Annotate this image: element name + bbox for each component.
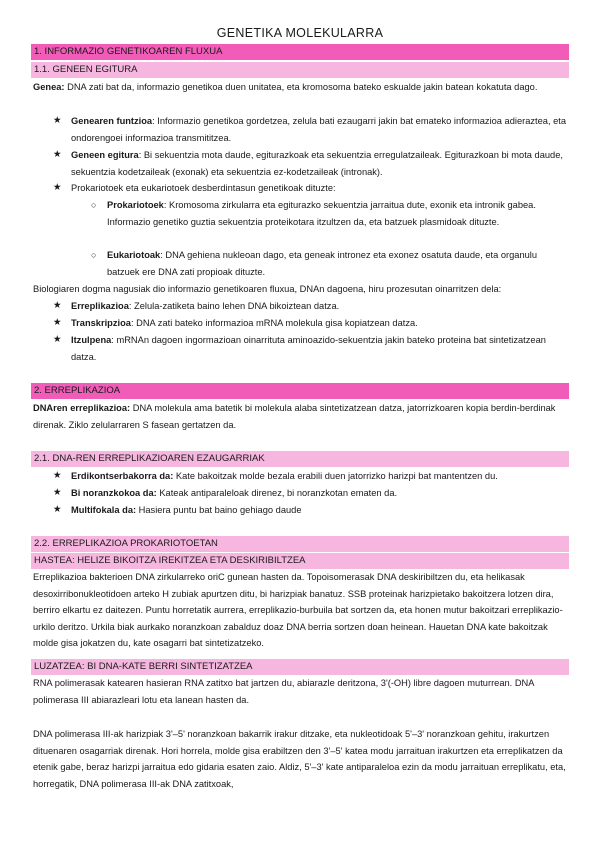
gene-definition <box>33 79 573 96</box>
replication-definition <box>33 400 573 433</box>
bullet-semiconservative <box>71 468 571 485</box>
bullet-text: : Bi sekuentzia mota daude, egiturazkoak eta sekuentzia erregulatzaileak. Egiturazkoan bi mota daude, sekuentzia kodetzaileak (exonak) eta sekuentzia ez-kodetzaileak (intronak). <box>71 150 563 177</box>
bullet-term: Geneen egitura <box>71 150 139 160</box>
bullet-term: Transkripzioa <box>71 318 131 328</box>
bullet-term: Prokariotoek <box>107 200 164 210</box>
subsection-heading-1-1: 1.1. GENEEN EGITURA <box>31 62 569 78</box>
sub-bullet-prokaryotes <box>107 197 572 230</box>
bullet-bidirectional <box>71 485 571 502</box>
star-bullet-icon: ★ <box>53 470 62 481</box>
hastea-paragraph: Erreplikazioa bakterioen DNA zirkularreko oriC gunean hasten da. Topoisomerasak DNA deskiribiltzen du, eta helikasak desoxirribonukleotidoen arteko H zubiak apurtzen ditu, bi harizpiak banatuz. SSB proteinak harizpietako bakoitzera lotzen dira, berriro elkartu ez daitezen. Puntu horretatik aurrera, erreplikazio-burbuila bat sortzen da, eta honen mutur bakoitzari erreplikazio-urkilo deritzo. Urkila biak aurkako noranzkoan zabalduz doaz DNA berria sortzen doan heinean. Hauetan DNA kate bakoitzak molde gisa jokatzen du, kate osagarri bat sintetizatzeko. <box>33 572 563 649</box>
heading-luzatzea: LUZATZEA: BI DNA-KATE BERRI SINTETIZATZEA <box>31 659 569 675</box>
star-bullet-icon: ★ <box>53 334 62 345</box>
bullet-text: Hasiera puntu bat baino gehiago daude <box>136 505 302 515</box>
bullet-pro-euk: Prokariotoek eta eukariotoek desberdintasun genetikoak dituzte: <box>71 183 336 193</box>
bullet-text: : Informazio genetikoa gordetzea, zelula bati ezaugarri jakin bat emateko informazioa adieraztea, eta ondorengoei informazioa transmititzea. <box>71 116 567 143</box>
bullet-transcription <box>71 315 571 332</box>
star-bullet-icon: ★ <box>53 317 62 328</box>
subsection-heading-2-2: 2.2. ERREPLIKAZIOA PROKARIOTOETAN <box>31 536 569 552</box>
subsection-heading-2-1: 2.1. DNA-REN ERREPLIKAZIOAREN EZAUGARRIAK <box>31 451 569 467</box>
bullet-term: Genearen funtzioa <box>71 116 153 126</box>
luzatzea-paragraph-1: RNA polimerasak katearen hasieran RNA zatitxo bat jartzen du, abiarazle deritzona, 3'(-OH) libre dagoen muturrean. DNA polimerasa III abiarazleari lotu eta lanean hasten da. <box>33 678 534 705</box>
star-bullet-icon: ★ <box>53 115 62 126</box>
bullet-gene-function <box>71 113 571 146</box>
bullet-text: Kate bakoitzak molde bezala erabili duen jatorrizko harizpi bat mantentzen du. <box>173 471 498 481</box>
document-title: GENETIKA MOLEKULARRA <box>216 26 384 40</box>
star-bullet-icon: ★ <box>53 300 62 311</box>
gene-term: Genea: <box>33 82 65 92</box>
bullet-text: : mRNAn dagoen ingormazioan oinarrituta aminoazido-sekuentzia jakin bateko proteina bat sintetizatzean datza. <box>71 335 546 362</box>
gene-def-text: DNA zati bat da, informazio genetikoa duen unitatea, eta kromosoma bateko eskualde jakin batean kokatuta dago. <box>64 82 538 92</box>
bullet-multifocal <box>71 502 571 519</box>
bullet-term: Multifokala da: <box>71 505 137 515</box>
bullet-term: Erdikontserbakorra da: <box>71 471 174 481</box>
circle-bullet-icon: ○ <box>91 250 97 260</box>
central-dogma-text: Biologiaren dogma nagusiak dio informazio genetikoaren fluxua, DNAn dagoena, hiru prozesutan oinarritzen dela: <box>33 284 502 294</box>
heading-hastea: HASTEA: HELIZE BIKOITZA IREKITZEA ETA DESKIRIBILTZEA <box>31 553 569 569</box>
bullet-term: Bi noranzkokoa da: <box>71 488 157 498</box>
bullet-translation <box>71 332 571 365</box>
replication-def-text: DNA molekula ama batetik bi molekula alaba sintetizatzean datza, jatorrizkoaren kopia berdin-berdinak direnak. Ziklo zelularraren S fasean gertatzen da. <box>33 403 556 430</box>
circle-bullet-icon: ○ <box>91 200 97 210</box>
bullet-text: : Kromosoma zirkularra eta egiturazko sekuentzia jarraitua dute, exonik eta intronik gabea. Informazio genetiko guztia sekuentzia proteikotara itzultzen da, eta batzuek plasmidoak dituzte. <box>107 200 536 227</box>
star-bullet-icon: ★ <box>53 487 62 498</box>
star-bullet-icon: ★ <box>53 504 62 515</box>
replication-term: DNAren erreplikazioa: <box>33 403 131 413</box>
bullet-term: Eukariotoak <box>107 250 161 260</box>
bullet-text: : DNA zati bateko informazioa mRNA molekula gisa kopiatzean datza. <box>130 318 418 328</box>
section-heading-2: 2. ERREPLIKAZIOA <box>31 383 569 399</box>
bullet-text: : Zelula-zatiketa baino lehen DNA bikoiztean datza. <box>128 301 340 311</box>
luzatzea-paragraph-2: DNA polimerasa III-ak harizpiak 3'–5' noranzkoan bakarrik irakur ditzake, eta nukleotidoak 5'–3' noranzkoan gehitu, irakurtzen dituenaren osagarriak direnak. Hori horrela, molde gisa erabiltzen den 3'–5' katea modu jarraituan irakurtzen eta erreplikatzen da etenik gabe, beraz harizpi jarraitua edo gidaria esaten zaio. Aldiz, 5'–3' kate antiparaleloa ezin da modu jarraituan erreplikatu, eta, horregatik, DNA polimerasa III-ak DNA zatitxoak, <box>33 729 566 789</box>
sub-bullet-eukaryotes <box>107 247 572 280</box>
bullet-text: : DNA gehiena nukleoan dago, eta geneak intronez eta exonez osatuta daude, eta organulu batzuek ere DNA zati propioak dituzte. <box>107 250 538 277</box>
star-bullet-icon: ★ <box>53 149 62 160</box>
bullet-replication <box>71 298 571 315</box>
star-bullet-icon: ★ <box>53 182 62 193</box>
section-heading-1: 1. INFORMAZIO GENETIKOAREN FLUXUA <box>31 44 569 60</box>
bullet-term: Itzulpena <box>71 335 112 345</box>
bullet-gene-structure <box>71 147 571 180</box>
bullet-text: Kateak antiparaleloak direnez, bi noranzkotan ematen da. <box>156 488 398 498</box>
bullet-term: Erreplikazioa <box>71 301 129 311</box>
